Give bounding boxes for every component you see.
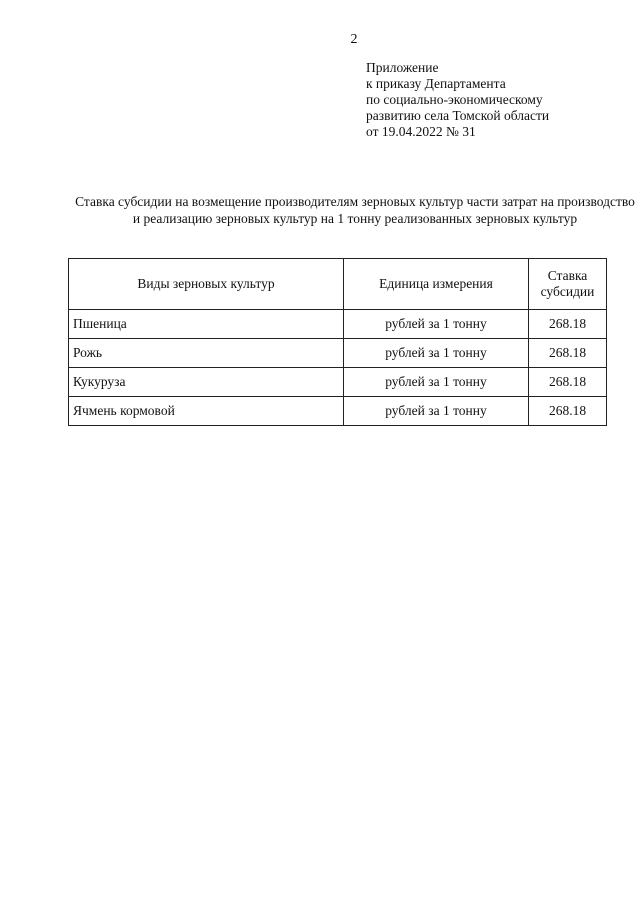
appendix-line: от 19.04.2022 № 31 [366,124,476,139]
cell-rate: 268.18 [529,397,607,426]
table-header-row [69,259,607,310]
appendix-line: к приказу Департамента [366,76,506,91]
header-rate-line: субсидии [540,284,595,299]
subsidy-rate-table [68,258,607,426]
document-title: Ставка субсидии на возмещение производителям зерновых культур части затрат на производство и реализацию зерновых культур на 1 тонну реализованных зерновых культур [75,194,635,226]
header-rate-line: Ставка [547,268,588,283]
table-row [69,397,607,426]
cell-crop: Ячмень кормовой [69,397,344,426]
header-rate [529,259,607,310]
table-row [69,339,607,368]
appendix-line: по социально-экономическому [366,92,543,107]
cell-unit: рублей за 1 тонну [344,368,529,397]
cell-rate: 268.18 [529,310,607,339]
cell-rate: 268.18 [529,368,607,397]
page-number: 2 [350,32,358,47]
header-unit: Единица измерения [344,259,529,310]
cell-crop: Кукуруза [69,368,344,397]
appendix-line: развитию села Томской области [366,108,550,123]
table-row [69,310,607,339]
table-row [69,368,607,397]
cell-unit: рублей за 1 тонну [344,397,529,426]
cell-unit: рублей за 1 тонну [344,310,529,339]
appendix-block [366,60,549,140]
cell-crop: Пшеница [69,310,344,339]
cell-unit: рублей за 1 тонну [344,339,529,368]
header-crop-type: Виды зерновых культур [69,259,344,310]
appendix-line: Приложение [366,60,439,75]
cell-crop: Рожь [69,339,344,368]
cell-rate: 268.18 [529,339,607,368]
